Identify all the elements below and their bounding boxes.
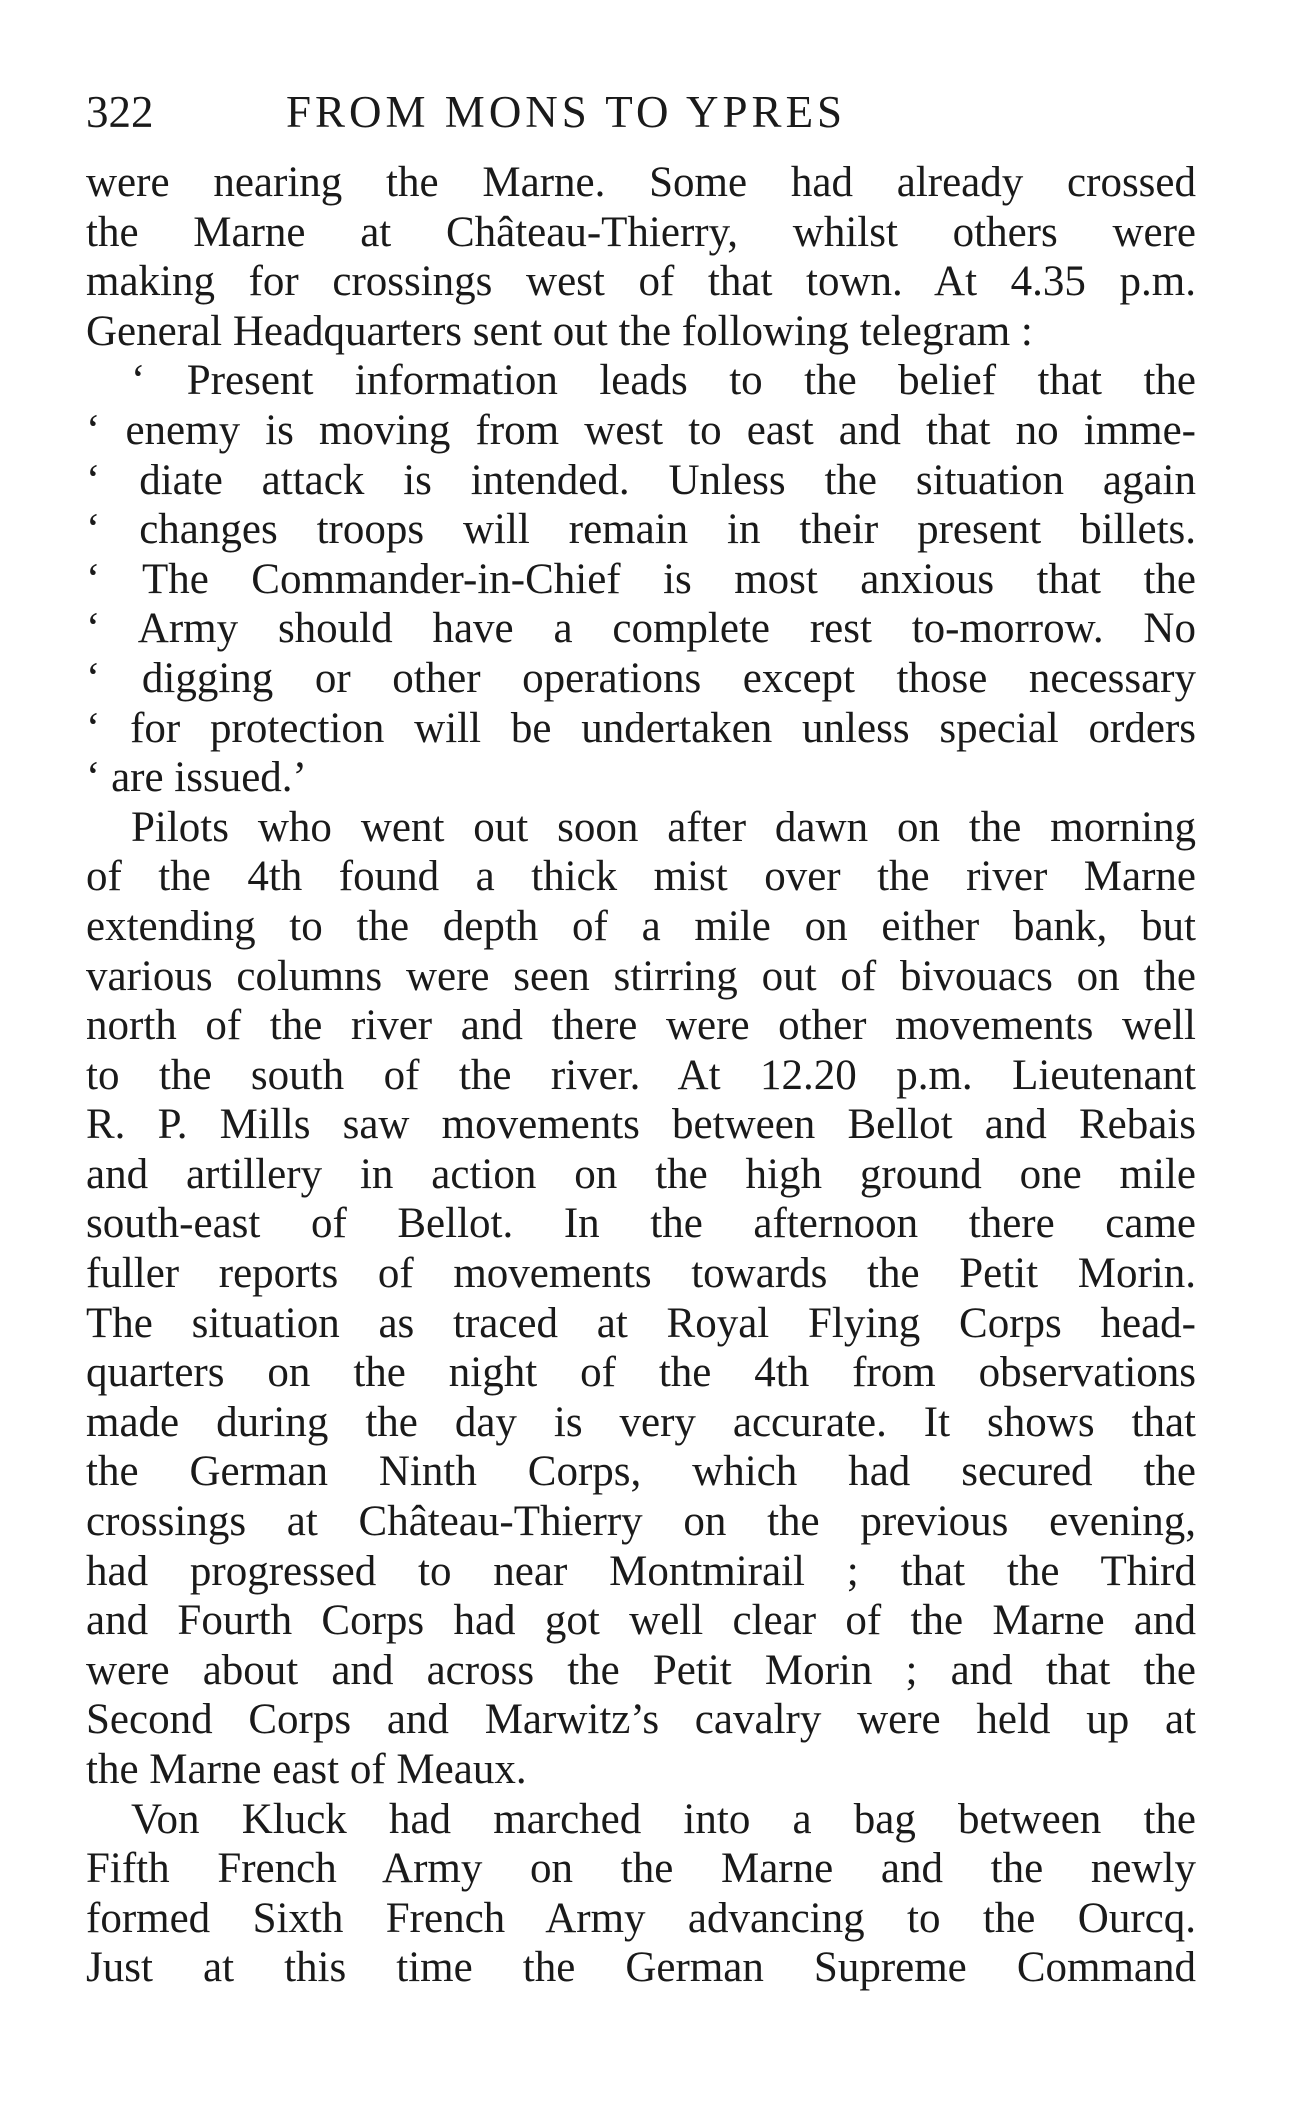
text-line: north of the river and there were other movements well	[86, 1002, 1196, 1050]
text-line: the German Ninth Corps, which had secured the	[86, 1448, 1196, 1496]
quote-line: ‘ The Commander-in-Chief is most anxious that the	[86, 555, 1196, 603]
running-title: FROM MONS TO YPRES	[286, 87, 847, 137]
text-line: Just at this time the German Supreme Command	[86, 1944, 1196, 1992]
text-line: making for crossings west of that town. At 4.35 p.m.	[86, 258, 1196, 306]
quote-line: ‘ Army should have a complete rest to-morrow. No	[86, 605, 1196, 653]
text-line: of the 4th found a thick mist over the river Marne	[86, 853, 1196, 901]
text-line: formed Sixth French Army advancing to the Ourcq.	[86, 1894, 1196, 1942]
text-line: various columns were seen stirring out of bivouacs on the	[86, 952, 1196, 1000]
quote-line: ‘ Present information leads to the belief that the	[131, 357, 1196, 405]
text-line: extending to the depth of a mile on either bank, but	[86, 902, 1196, 950]
quote-line: ‘ diate attack is intended. Unless the situation again	[86, 456, 1196, 504]
body-text	[86, 158, 1196, 1993]
page-header	[86, 82, 1196, 142]
text-line: were about and across the Petit Morin ; and that the	[86, 1646, 1196, 1694]
text-line: had progressed to near Montmirail ; that the Third	[86, 1547, 1196, 1595]
text-line: Fifth French Army on the Marne and the newly	[86, 1845, 1196, 1893]
page-number: 322	[86, 87, 154, 137]
text-line: and artillery in action on the high ground one mile	[86, 1150, 1196, 1198]
text-line: Von Kluck had marched into a bag between the	[131, 1795, 1196, 1843]
quote-line: ‘ enemy is moving from west to east and that no imme-	[86, 406, 1196, 454]
quote-line: ‘ digging or other operations except those necessary	[86, 654, 1196, 702]
text-line: and Fourth Corps had got well clear of the Marne and	[86, 1597, 1196, 1645]
text-line: the Marne east of Meaux.	[86, 1746, 527, 1793]
quote-line: ‘ for protection will be undertaken unless special orders	[86, 704, 1196, 752]
text-line: quarters on the night of the 4th from observations	[86, 1349, 1196, 1397]
text-line: the Marne at Château-Thierry, whilst others were	[86, 208, 1196, 256]
text-line: crossings at Château-Thierry on the previous evening,	[86, 1498, 1196, 1546]
quote-line: ‘ changes troops will remain in their present billets.	[86, 506, 1196, 554]
text-line: fuller reports of movements towards the Petit Morin.	[86, 1250, 1196, 1298]
text-line: made during the day is very accurate. It shows that	[86, 1398, 1196, 1446]
text-line: General Headquarters sent out the following telegram :	[86, 307, 1033, 355]
text-line: were nearing the Marne. Some had already crossed	[86, 159, 1196, 206]
text-line: Pilots who went out soon after dawn on the morning	[131, 803, 1196, 851]
text-line: south-east of Bellot. In the afternoon there came	[86, 1200, 1196, 1248]
quote-line: ‘ are issued.’	[86, 754, 307, 802]
text-line: to the south of the river. At 12.20 p.m. Lieutenant	[86, 1051, 1196, 1099]
text-line: R. P. Mills saw movements between Bellot and Rebais	[86, 1101, 1196, 1149]
text-line: The situation as traced at Royal Flying Corps head-	[86, 1299, 1196, 1347]
text-line: Second Corps and Marwitz’s cavalry were held up at	[86, 1696, 1196, 1744]
